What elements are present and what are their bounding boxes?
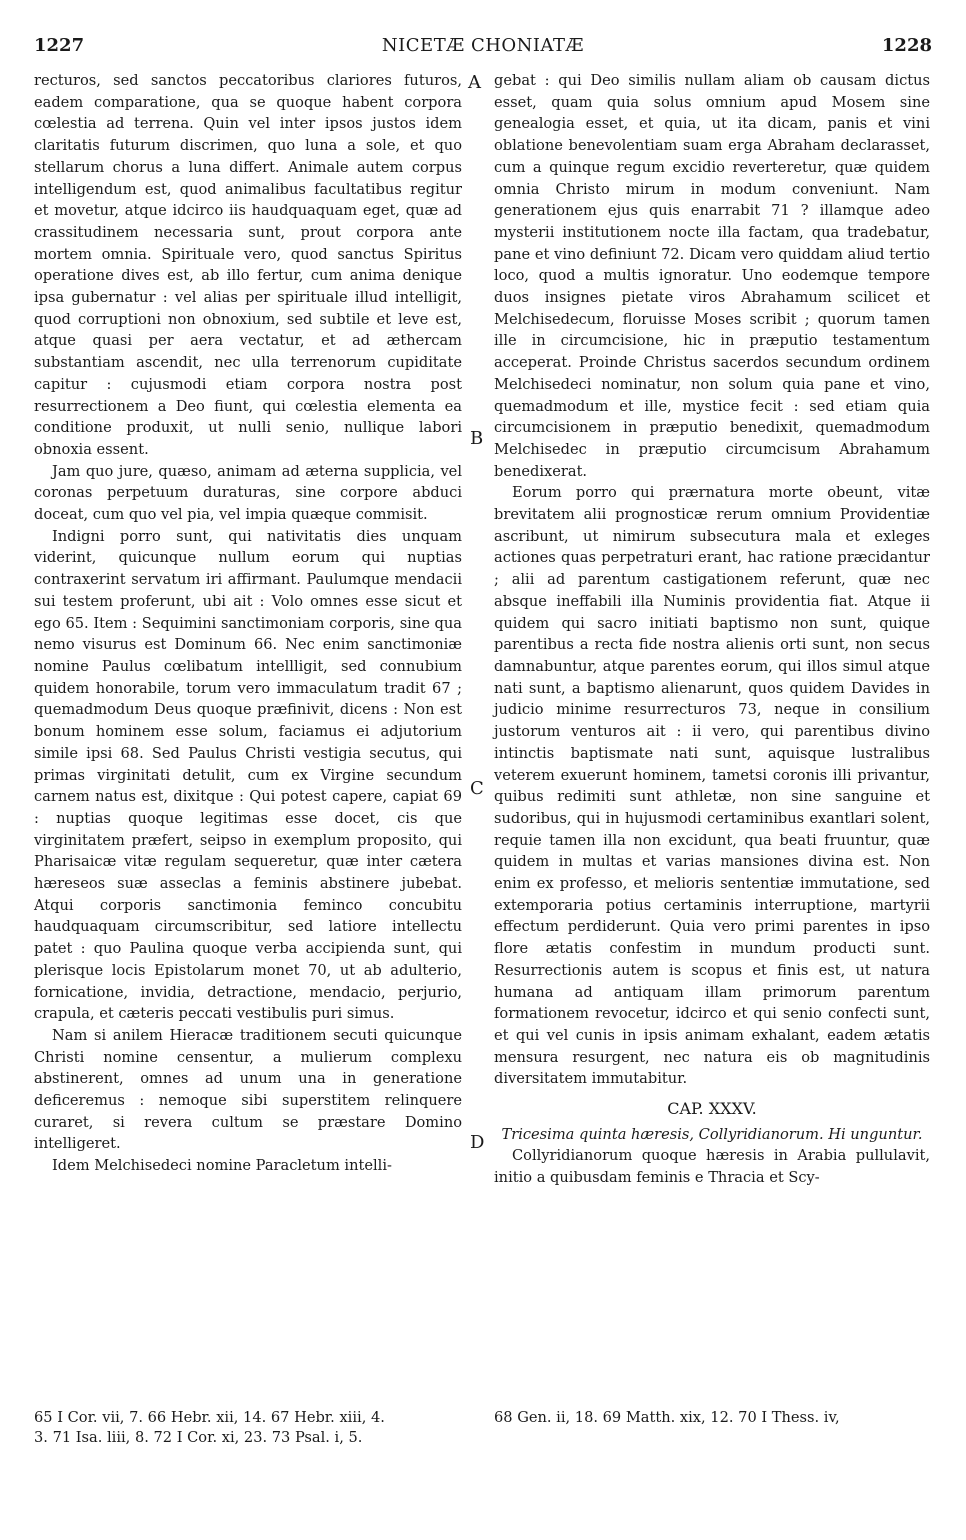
page-number-right: 1228 <box>881 35 932 56</box>
paragraph: Idem Melchisedeci nomine Paracletum intelli- <box>52 1157 392 1175</box>
footnotes-right <box>494 1408 930 1428</box>
footnote-line: 68 Gen. ii, 18. 69 Matth. xix, 12. 70 I Thess. iv, <box>494 1409 840 1426</box>
right-column <box>494 70 930 1189</box>
paragraph: Eorum porro qui prærnatura morte obeunt, vitæ brevitatem alii prognosticæ rerum omnium Providentiæ ascribunt, ut nimirum subsecutura mala et exleges actiones quas perpetraturi erant, hac ratione præcidantur ; alii ad parentum castigationem referunt, quæ nec absque ineffabili illa Numinis providentia fiat. Atque ii quidem qui sacro initiati baptismo non sunt, quique parentibus a recta fide nostra alienis orti sunt, non secus damnabuntur, atque parentes eorum, qui illos simul atque nati sunt, a baptismo alienarunt, quos quidem Davides in judicio minime resurrecturos 73, neque in consilium justorum venturos ait : ii vero, qui parentibus divino intinctis baptismate nati sunt, aquisque lustralibus veterem exuerunt hominem, tametsi coronis illi privantur, quibus redimiti sunt athletæ, non sine sanguine et sudoribus, qui in hujusmodi certaminibus exantlari solent, requie tamen illa non excidunt, qua beati fruuntur, quæ quidem in multas et varias mansiones divina est. Non enim ex professo, et melioris sententiæ immutatione, sed extemporaria potius certaminis interruptione, martyrii effectum perdiderunt. Quia vero primi parentes in ipso flore ætatis confestim in mundum producti sunt. Resurrectionis autem is scopus et finis est, ut natura humana ad antiquam illam primorum parentum formationem revocetur, idcirco et qui senio confecti sunt, et qui vel cunis in ipsis animam exhalant, eadem ætatis mensura resurgent, nec natura eis ob magnitudinis diversitatem immutabitur. <box>494 484 930 1088</box>
running-title: NICETÆ CHONIATÆ <box>381 35 585 56</box>
page-number-left: 1227 <box>34 35 85 56</box>
footnote-line: 3. 71 Isa. liii, 8. 72 I Cor. xi, 23. 73 Psal. i, 5. <box>34 1429 363 1446</box>
paragraph: recturos, sed sanctos peccatoribus clariores futuros, eadem comparatione, qua se quoque habent corpora cœlestia ad terrena. Quin vel inter ipsos justos idem claritatis futurum discrimen, quo luna a sole, et quo stellarum chorus a luna differt. Animale autem corpus intelligendum est, quod animalibus facultatibus regitur et movetur, atque idcirco iis haudquaquam eget, quæ ad crassitudinem necessaria sunt, prout corpora ante mortem omnia. Spirituale vero, quod sanctus Spiritus operatione dives est, ab illo fertur, cum anima denique ipsa gubernatur : vel alias per spirituale illud intelligit, quod corruptioni non obnoxium, sed subtile et leve est, atque quasi per aera vectatur, et ad æthercam substantiam ascendit, nec ulla terrenorum cupiditate capitur : cujusmodi etiam corpora nostra post resurrectionem a Deo fiunt, qui cœlestia elementa ea conditione produxit, ut nulli senio, nullique labori obnoxia essent. <box>34 72 462 458</box>
margin-marker-b: B <box>470 428 484 449</box>
paragraph: Jam quo jure, quæso, animam ad æterna supplicia, vel coronas perpetuum duraturas, sine corpore abduci doceat, cum quo vel pia, vel impia quæque commisit. <box>34 462 462 524</box>
footnotes-left <box>34 1408 474 1448</box>
left-column <box>34 70 462 1177</box>
footnote-line: 65 I Cor. vii, 7. 66 Hebr. xii, 14. 67 Hebr. xiii, 4. <box>34 1409 385 1426</box>
paragraph: Collyridianorum quoque hæresis in Arabia pullulavit, initio a quibusdam feminis e Thracia et Scy- <box>494 1147 930 1187</box>
paragraph: Nam si anilem Hieracæ traditionem secuti quicunque Christi nomine censentur, a mulierum complexu abstinerent, omnes ad unum una in generatione deficeremus : nemoque sibi superstitem relinquere curaret, si revera cultum se præstare Domino intelligeret. <box>34 1026 462 1153</box>
margin-marker-a: A <box>468 72 481 93</box>
chapter-heading: CAP. XXXV. <box>667 1099 757 1119</box>
running-header <box>34 35 932 63</box>
chapter-subtitle: Tricesima quinta hæresis, Collyridianorum. Hi unguntur. <box>501 1125 923 1143</box>
margin-marker-d: D <box>470 1132 485 1153</box>
paragraph: Indigni porro sunt, qui nativitatis dies unquam viderint, quicunque nullum eorum qui nuptias contraxerint servatum iri affirmant. Paulumque mendacii sui testem proferunt, ubi ait : Volo omnes esse sicut et ego 65. Item : Sequimini sanctimoniam corporis, sine qua nemo visurus est Dominum 66. Nec enim sanctimoniæ nomine Paulus cœlibatum intellligit, sed connubium quidem honorabile, torum vero immaculatum tradit 67 ; quemadmodum Deus quoque præfinivit, dicens : Non est bonum hominem esse solum, faciamus ei adjutorium simile ipsi 68. Sed Paulus Christi vestigia secutus, qui primas virginitati detulit, cum ex Virgine secundum carnem natus est, dixitque : Qui potest capere, capiat 69 : nuptias quoque legitimas esse docet, cis que virginitatem præfert, seipso in exemplum proposito, qui Pharisaicæ vitæ regulam sequeretur, quæ inter cætera hæreseos suæ asseclas a feminis abstinere jubebat. Atqui corporis sanctimonia feminco concubitu haudquaquam circumscribitur, sed latiore intellectu patet : quo Paulina quoque verba accipienda sunt, qui plerisque locis Epistolarum monet 70, ut ab adulterio, fornicatione, invidia, detractione, mendacio, perjurio, crapula, et cæteris peccati vestibulis puri simus. <box>34 527 462 1023</box>
margin-marker-c: C <box>470 778 484 799</box>
paragraph: gebat : qui Deo similis nullam aliam ob causam dictus esset, quam quia solus omnium apud Mosem sine genealogia esset, et quia, ut ita dicam, panis et vini oblatione benevolentiam suam erga Abraham declarasset, cum a quinque regum excidio reverteretur, quæ quidem omnia Christo mirum in modum conveniunt. Nam generationem ejus quis enarrabit 71 ? illamque adeo mysterii institutionem nocte illa factam, qua tradebatur, pane et vino definiunt 72. Dicam vero quiddam aliud tertio loco, quod a multis ignoratur. Uno eodemque tempore duos insignes pietate viros Abrahamum scilicet et Melchisedecum, floruisse Moses scribit ; quorum tamen ille in circumcisione, hic in præputio testamentum acceperat. Proinde Christus sacerdos secundum ordinem Melchisedeci nominatur, non solum quia pane et vino, quemadmodum et ille, mystice fecit : sed etiam quia circumcisionem in præputio benedixit, quemadmodum Melchisedec in præputio circumcisum Abrahamum benedixerat. <box>494 72 930 480</box>
